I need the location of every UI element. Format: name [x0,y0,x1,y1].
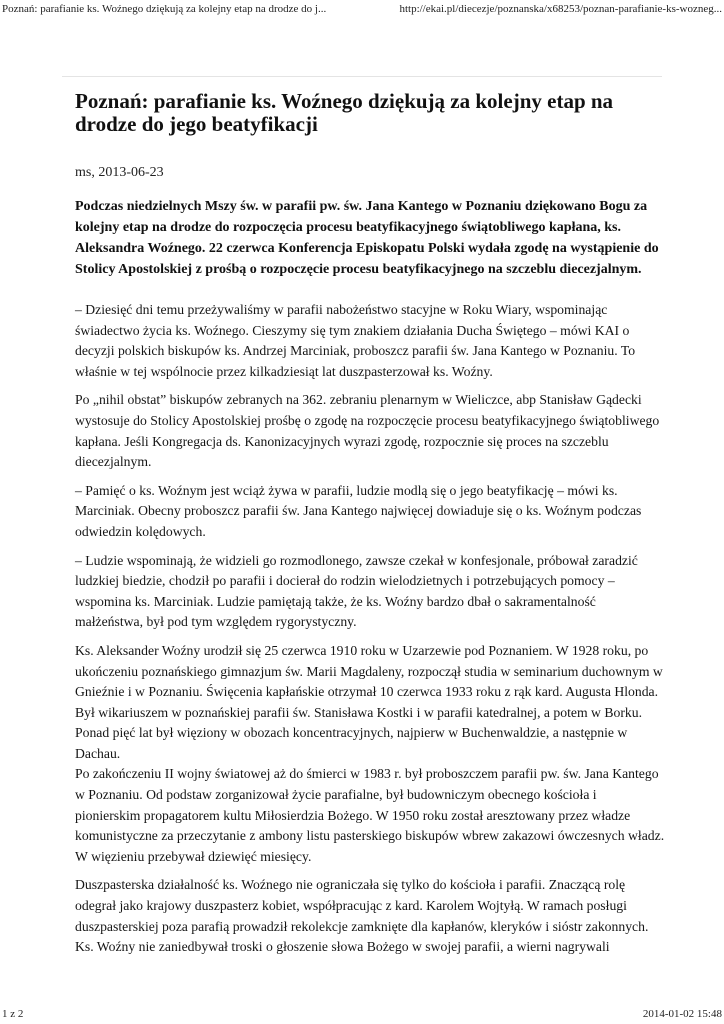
print-date: 2014-01-02 15:48 [642,1008,722,1020]
print-header-title: Poznań: parafianie ks. Woźnego dziękują za kolejny etap na drodze do j... [2,3,327,15]
article-title: Poznań: parafianie ks. Woźnego dziękują za kolejny etap na drodze do jego beatyfikacji [75,89,614,136]
divider [62,76,662,77]
body-paragraph: Był wikariuszem w poznańskiej parafii św. Stanisława Kostki i w parafii katedralnej, a potem w Borku. Ponad pięć lat był więziony w obozach koncentracyjnych, najpierw w Buchenwaldzie, a następnie w Dachau. [75,704,643,761]
article-lead: Podczas niedzielnych Mszy św. w parafii pw. św. Jana Kantego w Poznaniu dziękowano Bogu za kolejny etap na drodze do rozpoczęcia procesu beatyfikacyjnego świątobliwego kapłana, ks. Aleksandra Woźnego. 22 czerwca Konferencja Episkopatu Polski wydała zgodę na wystąpienie do Stolicy Apostolskiej z prośbą o rozpoczęcie procesu beatyfikacyjnego na szczeblu diecezjalnym. [75,199,659,277]
body-paragraph: – Dziesięć dni temu przeżywaliśmy w parafii nabożeństwo stacyjne w Roku Wiary, wspominając świadectwo życia ks. Woźnego. Cieszymy się tym znakiem działania Ducha Świętego – mówi KAI o decyzji polskich biskupów ks. Andrzej Marciniak, proboszcz parafii św. Jana Kantego w Poznaniu. To właśnie w tej wspólnocie przez kilkadziesiąt lat duszpasterzował ks. Woźny. [75,302,636,379]
body-paragraph: Ks. Aleksander Woźny urodził się 25 czerwca 1910 roku w Uzarzewie pod Poznaniem. W 1928 roku, po ukończeniu poznańskiego gimnazjum św. Marii Magdaleny, rozpoczął studia w seminarium duchownym w Gnieźnie i w Poznaniu. Święcenia kapłańskie otrzymał 10 czerwca 1933 roku z rąk kard. Augusta Hlonda. [75,642,663,700]
article-body [75,300,665,958]
print-header [2,1,722,17]
body-paragraph: – Ludzie wspominają, że widzieli go rozmodlonego, zawsze czekał w konfesjonale, próbował zaradzić ludzkiej biedzie, chodził po parafii i docierał do rodzin wielodzietnych i potrzebujących pomocy – wspomina ks. Marciniak. Ludzie pamiętają także, że ks. Woźny bardzo dbał o sakramentalność małżeństwa, był pod tym względem rygorystyczny. [75,552,638,630]
article-byline: ms, 2013-06-23 [75,165,164,180]
body-paragraph: – Pamięć o ks. Woźnym jest wciąż żywa w parafii, ludzie modlą się o jego beatyfikację – mówi ks. Marciniak. Obecny proboszcz parafii św. Jana Kantego najwięcej dowiaduje się o ks. Woźnym podczas odwiedzin kolędowych. [75,482,642,539]
body-paragraph: Duszpasterska działalność ks. Woźnego nie ograniczała się tylko do kościoła i parafii. Znaczącą rolę odegrał jako krajowy duszpasterz kobiet, współpracując z kard. Karolem Wojtyłą. W ramach posługi duszpasterskiej poza parafią prowadził rekolekcje zamknięte dla kapłanów, kleryków i sióstr zakonnych. [75,877,649,934]
article [75,90,665,958]
page-number: 1 z 2 [2,1008,24,1020]
print-header-url[interactable]: http://ekai.pl/diecezje/poznanska/x68253/poznan-parafianie-ks-wozneg... [399,3,722,15]
print-footer [2,1007,722,1021]
body-paragraph: Ks. Woźny nie zaniedbywał troski o głoszenie słowa Bożego w swojej parafii, a wierni nagrywali [75,939,610,955]
body-paragraph: Po zakończeniu II wojny światowej aż do śmierci w 1983 r. był proboszczem parafii pw. św. Jana Kantego w Poznaniu. Od podstaw zorganizował życie parafialne, był budowniczym obecnego kościoła i pionierskim propagatorem kultu Miłosierdzia Bożego. W 1950 roku został aresztowany przez władze komunistyczne za przeczytanie z ambony listu pasterskiego biskupów wbrew zakazowi ówczesnych władz. W więzieniu przebywał dziewięć miesięcy. [75,766,665,864]
body-paragraph: Po „nihil obstat” biskupów zebranych na 362. zebraniu plenarnym w Wieliczce, abp Stanisław Gądecki wystosuje do Stolicy Apostolskiej prośbę o zgodę na rozpoczęcie procesu beatyfikacyjnego świątobliwego kapłana. Jeśli Kongregacja ds. Kanonizacyjnych wyrazi zgodę, rozpocznie się proces na szczeblu diecezjalnym. [75,392,660,470]
